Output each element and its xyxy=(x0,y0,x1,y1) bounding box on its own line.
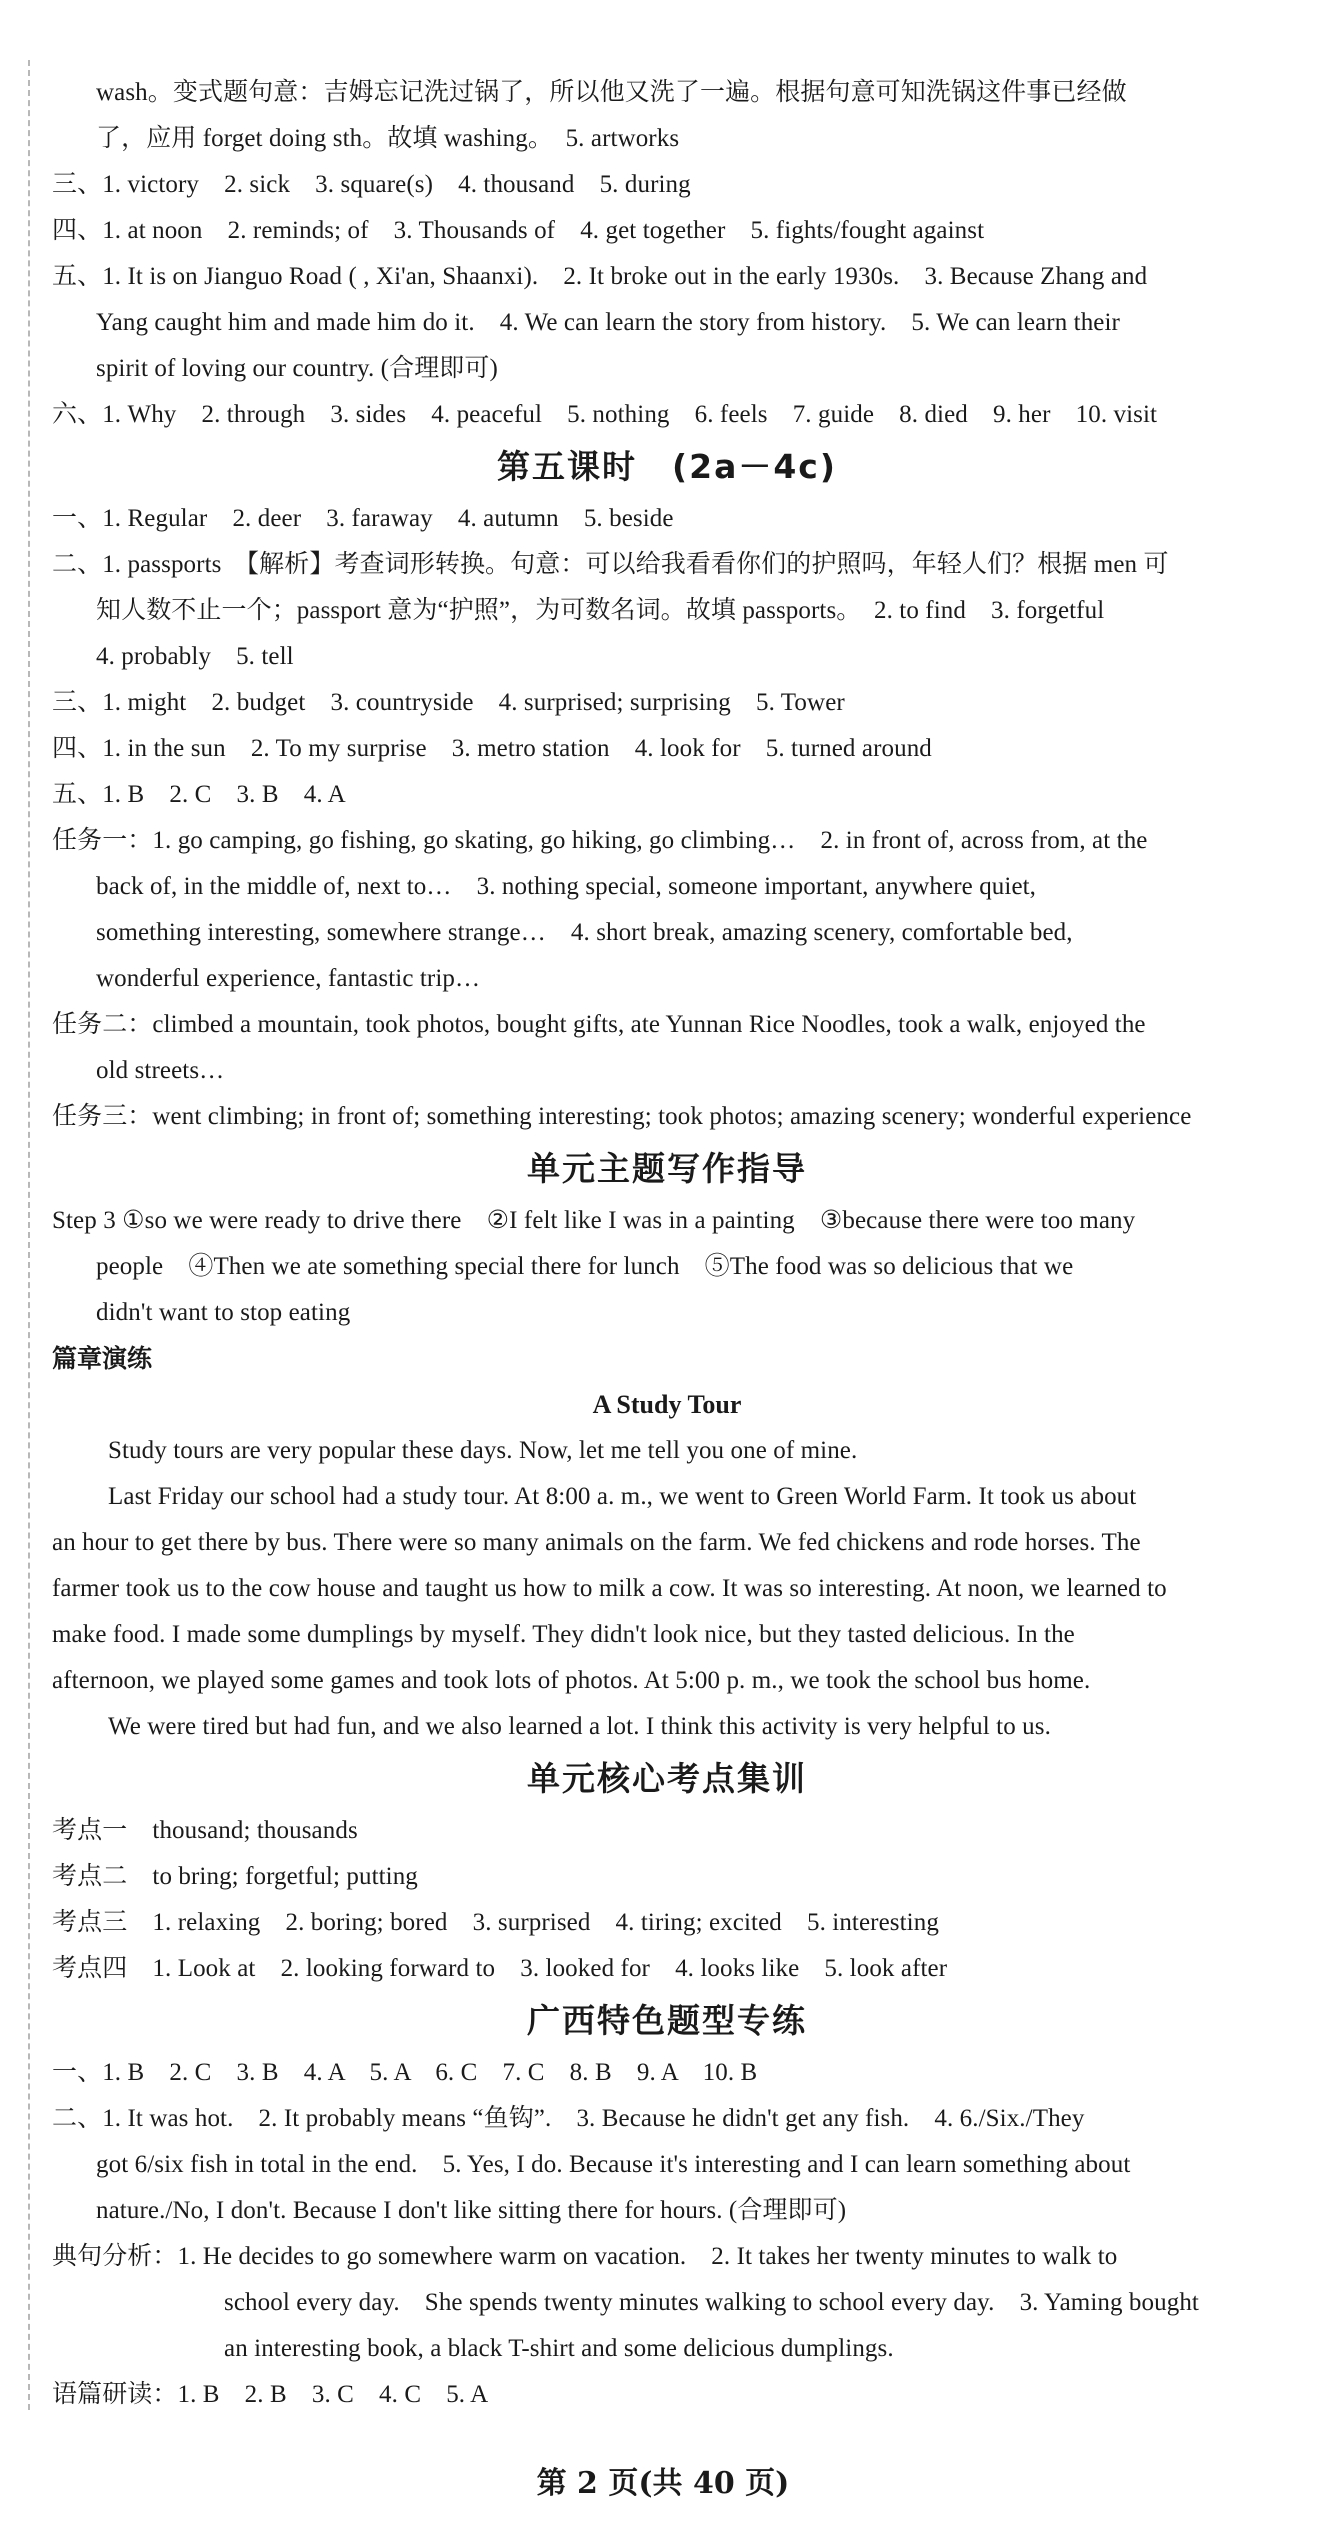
answer-line: 了，应用 forget doing sth。故填 washing。 5. artworks xyxy=(96,125,680,152)
answer-line: 三、1. victory 2. sick 3. square(s) 4. thousand 5. during xyxy=(52,171,691,198)
answer-line: Yang caught him and made him do it. 4. We can learn the story from history. 5. We can learn their xyxy=(96,309,1120,336)
answers-lesson-5 xyxy=(52,496,1282,1140)
answer-line: nature./No, I don't. Because I don't like sitting there for hours. (合理即可) xyxy=(96,2197,847,2224)
task-line: 任务二：climbed a mountain, took photos, bought gifts, ate Yunnan Rice Noodles, took a walk, enjoyed the xyxy=(52,1011,1146,1038)
task-line: back of, in the middle of, next to… 3. nothing special, someone important, anywhere quiet, xyxy=(96,873,1037,900)
answer-line: wash。变式题句意：吉姆忘记洗过锅了，所以他又洗了一遍。根据句意可知洗锅这件事已经做 xyxy=(96,79,1127,106)
answer-line: 五、1. It is on Jianguo Road ( , Xi'an, Shaanxi). 2. It broke out in the early 1930s. 3. Because Zhang and xyxy=(52,263,1148,290)
answer-line: 五、1. B 2. C 3. B 4. A xyxy=(52,781,346,808)
answer-line: didn't want to stop eating xyxy=(96,1299,351,1326)
answers-unit-continued xyxy=(52,70,1282,438)
essay-line: make food. I made some dumplings by myself. They didn't look nice, but they tasted delicious. In the xyxy=(52,1621,1075,1648)
answer-line: 一、1. Regular 2. deer 3. faraway 4. autumn 5. beside xyxy=(52,505,674,532)
answer-line: spirit of loving our country. (合理即可) xyxy=(96,355,498,382)
essay-line: Last Friday our school had a study tour. At 8:00 a. m., we went to Green World Farm. It took us about xyxy=(108,1483,1137,1510)
task-line: old streets… xyxy=(96,1057,225,1084)
answer-line: 二、1. It was hot. 2. It probably means “鱼钩”. 3. Because he didn't get any fish. 4. 6./Six./They xyxy=(52,2105,1085,2132)
answer-line: 六、1. Why 2. through 3. sides 4. peaceful 5. nothing 6. feels 7. guide 8. died 9. her 10. visit xyxy=(52,401,1158,428)
section-heading-guangxi: 广西特色题型专练 xyxy=(527,2001,807,2040)
section-heading-lesson-5: 第五课时 (2a－4c) xyxy=(497,447,837,486)
essay-line: Study tours are very popular these days. Now, let me tell you one of mine. xyxy=(108,1437,858,1464)
answer-line: school every day. She spends twenty minutes walking to school every day. 3. Yaming bought xyxy=(224,2289,1199,2316)
section-heading-core-points: 单元核心考点集训 xyxy=(527,1759,807,1798)
answers-guangxi xyxy=(52,2050,1282,2418)
answer-line: 四、1. at noon 2. reminds; of 3. Thousands of 4. get together 5. fights/fought against xyxy=(52,217,985,244)
answer-line: 考点三 1. relaxing 2. boring; bored 3. surprised 4. tiring; excited 5. interesting xyxy=(52,1909,939,1936)
answer-page xyxy=(52,70,1282,2418)
answer-line: 考点一 thousand; thousands xyxy=(52,1817,358,1844)
answer-line: 三、1. might 2. budget 3. countryside 4. surprised; surprising 5. Tower xyxy=(52,689,845,716)
answer-line: 语篇研读：1. B 2. B 3. C 4. C 5. A xyxy=(52,2381,489,2408)
section-heading-writing-guide: 单元主题写作指导 xyxy=(527,1149,807,1188)
answers-core-points xyxy=(52,1808,1282,1992)
answers-writing xyxy=(52,1198,1282,1336)
answer-line: 考点四 1. Look at 2. looking forward to 3. looked for 4. looks like 5. look after xyxy=(52,1955,948,1982)
answer-line: 一、1. B 2. C 3. B 4. A 5. A 6. C 7. C 8. B 9. A 10. B xyxy=(52,2059,758,2086)
binding-margin-line xyxy=(28,60,30,2410)
essay-line: afternoon, we played some games and took lots of photos. At 5:00 p. m., we took the school bus home. xyxy=(52,1667,1091,1694)
answer-line: people ④Then we ate something special there for lunch ⑤The food was so delicious that we xyxy=(96,1253,1074,1280)
page-number-footer: 第 2 页(共 40 页) xyxy=(536,2466,790,2501)
answer-line: 4. probably 5. tell xyxy=(96,643,294,670)
answer-line: 知人数不止一个；passport 意为“护照”，为可数名词。故填 passports。 2. to find 3. forgetful xyxy=(96,597,1105,624)
answer-line: 典句分析：1. He decides to go somewhere warm on vacation. 2. It takes her twenty minutes to walk to xyxy=(52,2243,1118,2270)
answer-line: an interesting book, a black T-shirt and some delicious dumplings. xyxy=(224,2335,894,2362)
sample-essay xyxy=(52,1382,1282,1750)
task-line: 任务三：went climbing; in front of; something interesting; took photos; amazing scenery; wonderful experience xyxy=(52,1103,1192,1130)
answer-line: Step 3 ①so we were ready to drive there ②I felt like I was in a painting ③because there were too many xyxy=(52,1207,1136,1234)
task-line: wonderful experience, fantastic trip… xyxy=(96,965,481,992)
answer-line: 二、1. passports 【解析】考查词形转换。句意：可以给我看看你们的护照吗，年轻人们？根据 men 可 xyxy=(52,551,1169,578)
task-line: 任务一：1. go camping, go fishing, go skating, go hiking, go climbing… 2. in front of, across from, at the xyxy=(52,827,1148,854)
answer-line: got 6/six fish in total in the end. 5. Yes, I do. Because it's interesting and I can learn something about xyxy=(96,2151,1131,2178)
subheading-practice: 篇章演练 xyxy=(52,1344,153,1373)
answer-line: 四、1. in the sun 2. To my surprise 3. metro station 4. look for 5. turned around xyxy=(52,735,932,762)
essay-line: We were tired but had fun, and we also learned a lot. I think this activity is very helpful to us. xyxy=(108,1713,1051,1740)
essay-title: A Study Tour xyxy=(592,1390,742,1419)
task-line: something interesting, somewhere strange… 4. short break, amazing scenery, comfortable bed, xyxy=(96,919,1073,946)
essay-line: farmer took us to the cow house and taught us how to milk a cow. It was so interesting. At noon, we learned to xyxy=(52,1575,1167,1602)
essay-line: an hour to get there by bus. There were so many animals on the farm. We fed chickens and rode horses. The xyxy=(52,1529,1141,1556)
answer-line: 考点二 to bring; forgetful; putting xyxy=(52,1863,418,1890)
